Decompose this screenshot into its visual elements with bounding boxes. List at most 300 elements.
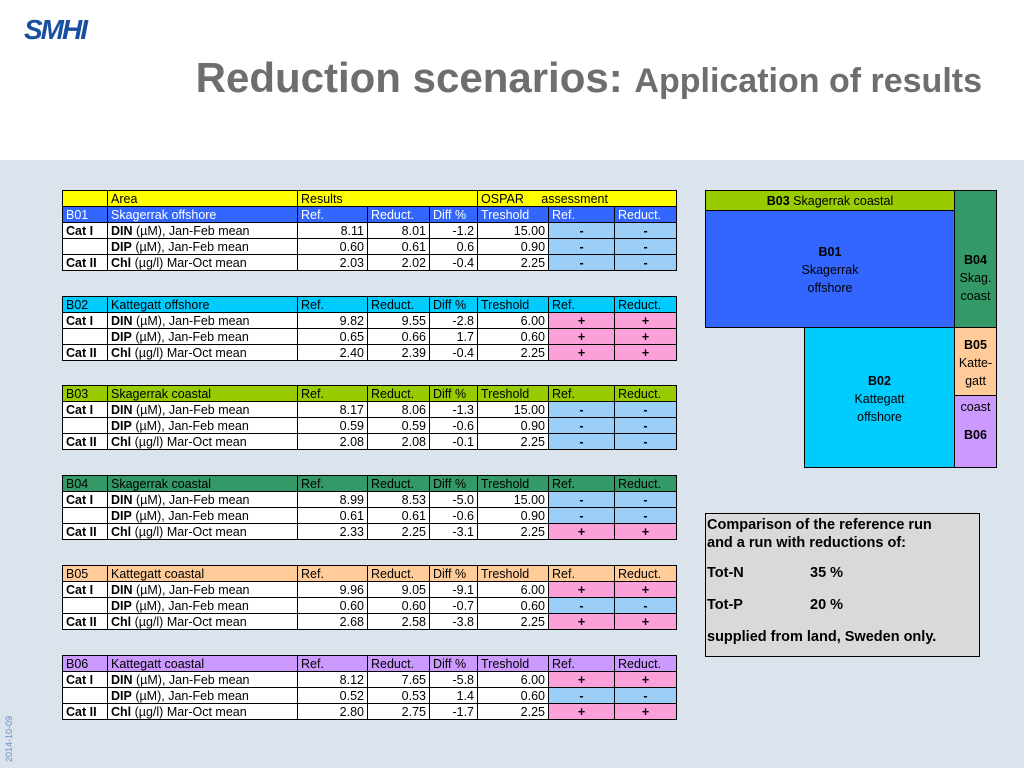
block-id: B06 [63, 656, 108, 672]
row-ospar-reduct: + [615, 313, 677, 329]
table-row [63, 492, 677, 508]
param-name: Chl [111, 345, 132, 360]
block-id: B05 [63, 566, 108, 582]
map-zone-b06 [954, 395, 997, 468]
row-ospar-reduct: - [615, 239, 677, 255]
row-treshold: 2.25 [478, 704, 549, 720]
block-header-row [63, 297, 677, 313]
row-parameter [108, 255, 298, 271]
map-b02-id: B02 [868, 374, 891, 388]
table-row [63, 508, 677, 524]
row-diff: -1.2 [430, 223, 478, 239]
row-diff: -1.3 [430, 402, 478, 418]
row-ospar-ref: + [549, 614, 615, 630]
row-diff: -0.4 [430, 255, 478, 271]
col-diff: Diff % [430, 656, 478, 672]
table-row [63, 598, 677, 614]
row-category: Cat II [63, 704, 108, 720]
row-ospar-ref: - [549, 402, 615, 418]
param-unit: (µM), Jan-Feb mean [131, 598, 249, 613]
row-ospar-reduct: - [615, 492, 677, 508]
row-parameter [108, 239, 298, 255]
col-diff: Diff % [430, 207, 478, 223]
col-reduct2: Reduct. [615, 207, 677, 223]
map-b04-line1: Skag. [959, 271, 992, 285]
table-b01 [62, 190, 677, 271]
param-name: DIP [111, 598, 132, 613]
col-reduct: Reduct. [368, 386, 430, 402]
table-row [63, 704, 677, 720]
row-diff: 0.6 [430, 239, 478, 255]
param-unit: (µM), Jan-Feb mean [131, 688, 249, 703]
block-header-row [63, 656, 677, 672]
row-ospar-ref: - [549, 508, 615, 524]
param-name: DIP [111, 418, 132, 433]
table-b04 [62, 475, 677, 540]
row-category: Cat I [63, 402, 108, 418]
row-diff: -0.4 [430, 345, 478, 361]
row-ref: 0.59 [298, 418, 368, 434]
row-ospar-ref: - [549, 418, 615, 434]
block-header-row [63, 207, 677, 223]
map-b02-line1: Kattegatt [854, 392, 905, 406]
row-reduct: 0.61 [368, 239, 430, 255]
row-ospar-reduct: + [615, 614, 677, 630]
row-category: Cat II [63, 255, 108, 271]
row-ref: 0.61 [298, 508, 368, 524]
row-ref: 0.65 [298, 329, 368, 345]
row-category [63, 598, 108, 614]
row-diff: 1.4 [430, 688, 478, 704]
col-reduct: Reduct. [368, 207, 430, 223]
row-treshold: 2.25 [478, 255, 549, 271]
param-name: Chl [111, 434, 132, 449]
row-parameter [108, 524, 298, 540]
row-reduct: 2.08 [368, 434, 430, 450]
row-parameter [108, 672, 298, 688]
param-unit: (µg/l) Mar-Oct mean [131, 614, 247, 629]
block-id: B01 [63, 207, 108, 223]
block-header-row [63, 476, 677, 492]
block-header-row [63, 386, 677, 402]
row-ospar-reduct: + [615, 704, 677, 720]
table-row [63, 688, 677, 704]
row-treshold: 6.00 [478, 313, 549, 329]
row-ref: 2.80 [298, 704, 368, 720]
row-ref: 0.60 [298, 598, 368, 614]
row-diff: -5.8 [430, 672, 478, 688]
col-treshold: Treshold [478, 297, 549, 313]
row-parameter [108, 704, 298, 720]
row-reduct: 8.06 [368, 402, 430, 418]
row-ospar-reduct: - [615, 223, 677, 239]
row-parameter [108, 418, 298, 434]
row-reduct: 9.55 [368, 313, 430, 329]
param-unit: (µg/l) Mar-Oct mean [131, 434, 247, 449]
row-treshold: 2.25 [478, 524, 549, 540]
row-treshold: 0.90 [478, 508, 549, 524]
row-treshold: 0.60 [478, 688, 549, 704]
row-treshold: 2.25 [478, 614, 549, 630]
col-reduct: Reduct. [368, 656, 430, 672]
row-ospar-ref: - [549, 239, 615, 255]
row-category [63, 688, 108, 704]
param-unit: (µg/l) Mar-Oct mean [131, 255, 247, 270]
param-unit: (µM), Jan-Feb mean [132, 582, 250, 597]
row-parameter [108, 614, 298, 630]
map-b01-line1: Skagerrak [801, 263, 859, 277]
top-header-row [63, 191, 677, 207]
row-reduct: 8.01 [368, 223, 430, 239]
param-unit: (µg/l) Mar-Oct mean [131, 704, 247, 719]
table-b02 [62, 296, 677, 361]
block-name: Kattegatt offshore [108, 297, 298, 313]
table-row [63, 672, 677, 688]
param-unit: (µg/l) Mar-Oct mean [131, 524, 247, 539]
row-parameter [108, 223, 298, 239]
row-ospar-ref: - [549, 598, 615, 614]
row-treshold: 15.00 [478, 492, 549, 508]
table-row [63, 402, 677, 418]
map-zone-b02 [804, 327, 955, 468]
smhi-logo: SMHI [24, 14, 86, 45]
row-ref: 9.82 [298, 313, 368, 329]
block-header-row [63, 566, 677, 582]
row-treshold: 2.25 [478, 345, 549, 361]
col-treshold: Treshold [478, 386, 549, 402]
totp-label: Tot-P [707, 597, 743, 613]
row-reduct: 0.59 [368, 418, 430, 434]
block-id: B04 [63, 476, 108, 492]
col-diff: Diff % [430, 476, 478, 492]
map-zone-b01 [705, 210, 955, 328]
param-name: DIN [111, 492, 133, 507]
table-row [63, 434, 677, 450]
row-ospar-ref: + [549, 704, 615, 720]
slide-date: 2014-10-09 [4, 715, 14, 762]
table-row [63, 239, 677, 255]
row-reduct: 0.60 [368, 598, 430, 614]
col-ref2: Ref. [549, 207, 615, 223]
table-b06 [62, 655, 677, 720]
map-b05-line2: gatt [965, 374, 986, 388]
comparison-line1: Comparison of the reference run [707, 517, 932, 533]
param-name: DIN [111, 402, 133, 417]
map-b03-id: B03 [766, 194, 790, 208]
row-ref: 2.03 [298, 255, 368, 271]
map-b04-id: B04 [964, 253, 987, 267]
block-name: Kattegatt coastal [108, 656, 298, 672]
top-header-ospar [478, 191, 677, 207]
row-reduct: 7.65 [368, 672, 430, 688]
row-treshold: 0.60 [478, 598, 549, 614]
col-reduct2: Reduct. [615, 297, 677, 313]
top-header-blank [63, 191, 108, 207]
table-row [63, 345, 677, 361]
row-reduct: 0.61 [368, 508, 430, 524]
param-unit: (µM), Jan-Feb mean [131, 418, 249, 433]
block-name: Kattegatt coastal [108, 566, 298, 582]
col-diff: Diff % [430, 297, 478, 313]
row-diff: -0.6 [430, 418, 478, 434]
row-diff: -0.7 [430, 598, 478, 614]
map-b02-line2: offshore [857, 410, 902, 424]
col-ref2: Ref. [549, 297, 615, 313]
totn-label: Tot-N [707, 565, 744, 581]
row-diff: -0.6 [430, 508, 478, 524]
row-diff: -2.8 [430, 313, 478, 329]
row-ospar-ref: + [549, 524, 615, 540]
col-ref: Ref. [298, 297, 368, 313]
col-ref2: Ref. [549, 656, 615, 672]
row-reduct: 2.75 [368, 704, 430, 720]
map-zone-b03 [705, 190, 955, 211]
row-reduct: 8.53 [368, 492, 430, 508]
basin-map [705, 190, 997, 468]
table-b03 [62, 385, 677, 450]
param-unit: (µM), Jan-Feb mean [131, 329, 249, 344]
row-diff: -0.1 [430, 434, 478, 450]
col-treshold: Treshold [478, 656, 549, 672]
row-ref: 8.17 [298, 402, 368, 418]
param-name: DIP [111, 239, 132, 254]
row-parameter [108, 508, 298, 524]
col-ref2: Ref. [549, 476, 615, 492]
row-category: Cat II [63, 524, 108, 540]
param-name: Chl [111, 255, 132, 270]
map-b06-id: B06 [964, 428, 987, 442]
param-name: DIN [111, 223, 133, 238]
row-ref: 0.60 [298, 239, 368, 255]
ospar-label: OSPAR [481, 191, 524, 206]
param-name: DIP [111, 688, 132, 703]
row-treshold: 2.25 [478, 434, 549, 450]
row-parameter [108, 688, 298, 704]
row-treshold: 15.00 [478, 223, 549, 239]
row-treshold: 0.90 [478, 239, 549, 255]
row-ospar-ref: - [549, 492, 615, 508]
comparison-box [705, 513, 980, 657]
col-ref: Ref. [298, 566, 368, 582]
col-diff: Diff % [430, 386, 478, 402]
totn-value: 35 % [810, 565, 844, 581]
row-ospar-reduct: - [615, 418, 677, 434]
col-reduct2: Reduct. [615, 656, 677, 672]
row-ospar-reduct: + [615, 345, 677, 361]
col-reduct2: Reduct. [615, 476, 677, 492]
row-category: Cat I [63, 223, 108, 239]
map-b01-id: B01 [818, 245, 842, 259]
row-ospar-reduct: + [615, 582, 677, 598]
row-ospar-ref: - [549, 255, 615, 271]
col-reduct2: Reduct. [615, 566, 677, 582]
row-category: Cat I [63, 492, 108, 508]
row-reduct: 0.53 [368, 688, 430, 704]
col-ref: Ref. [298, 207, 368, 223]
row-ospar-ref: + [549, 345, 615, 361]
row-parameter [108, 402, 298, 418]
row-diff: -1.7 [430, 704, 478, 720]
row-ospar-reduct: + [615, 524, 677, 540]
row-parameter [108, 582, 298, 598]
totp-value: 20 % [810, 597, 844, 613]
table-row [63, 524, 677, 540]
row-diff: 1.7 [430, 329, 478, 345]
title-main: Reduction scenarios: [195, 54, 623, 101]
param-name: DIN [111, 313, 133, 328]
row-category [63, 508, 108, 524]
row-ospar-reduct: - [615, 434, 677, 450]
row-reduct: 2.02 [368, 255, 430, 271]
param-unit: (µM), Jan-Feb mean [132, 402, 250, 417]
row-ref: 2.33 [298, 524, 368, 540]
row-category: Cat I [63, 313, 108, 329]
row-category [63, 239, 108, 255]
col-reduct2: Reduct. [615, 386, 677, 402]
top-header-area: Area [108, 191, 298, 207]
row-parameter [108, 598, 298, 614]
top-header-results: Results [298, 191, 478, 207]
row-diff: -3.1 [430, 524, 478, 540]
table-row [63, 313, 677, 329]
col-ref2: Ref. [549, 566, 615, 582]
table-b05 [62, 565, 677, 630]
param-unit: (µM), Jan-Feb mean [132, 672, 250, 687]
param-unit: (µM), Jan-Feb mean [131, 508, 249, 523]
row-parameter [108, 313, 298, 329]
map-b05-id: B05 [964, 338, 987, 352]
map-b01-line2: offshore [807, 281, 853, 295]
row-ospar-ref: - [549, 434, 615, 450]
row-ospar-reduct: - [615, 508, 677, 524]
param-unit: (µM), Jan-Feb mean [132, 313, 250, 328]
param-name: Chl [111, 704, 132, 719]
row-ref: 2.40 [298, 345, 368, 361]
param-unit: (µM), Jan-Feb mean [131, 239, 249, 254]
row-reduct: 9.05 [368, 582, 430, 598]
row-ref: 8.99 [298, 492, 368, 508]
table-row [63, 255, 677, 271]
map-b03-name: Skagerrak coastal [789, 194, 894, 208]
map-b04-line2: coast [960, 289, 991, 303]
col-reduct: Reduct. [368, 476, 430, 492]
row-reduct: 0.66 [368, 329, 430, 345]
row-ref: 8.11 [298, 223, 368, 239]
param-name: Chl [111, 614, 132, 629]
totp-row [707, 596, 979, 614]
row-ref: 8.12 [298, 672, 368, 688]
param-name: DIP [111, 508, 132, 523]
col-reduct: Reduct. [368, 297, 430, 313]
row-ref: 0.52 [298, 688, 368, 704]
row-diff: -5.0 [430, 492, 478, 508]
row-diff: -3.8 [430, 614, 478, 630]
row-treshold: 6.00 [478, 672, 549, 688]
row-parameter [108, 492, 298, 508]
row-treshold: 15.00 [478, 402, 549, 418]
row-category: Cat I [63, 582, 108, 598]
col-treshold: Treshold [478, 476, 549, 492]
row-category: Cat II [63, 345, 108, 361]
col-reduct: Reduct. [368, 566, 430, 582]
row-treshold: 6.00 [478, 582, 549, 598]
map-b05-line1: Katte- [958, 356, 993, 370]
col-ref: Ref. [298, 656, 368, 672]
row-ospar-reduct: + [615, 672, 677, 688]
param-name: DIP [111, 329, 132, 344]
map-zone-b05 [954, 327, 997, 396]
row-reduct: 2.25 [368, 524, 430, 540]
map-b06-coast: coast [960, 400, 991, 414]
table-row [63, 329, 677, 345]
col-treshold: Treshold [478, 207, 549, 223]
param-name: Chl [111, 524, 132, 539]
block-name: Skagerrak offshore [108, 207, 298, 223]
row-ospar-ref: - [549, 688, 615, 704]
col-ref: Ref. [298, 386, 368, 402]
col-ref: Ref. [298, 476, 368, 492]
title-sub: Application of results [634, 62, 982, 100]
table-row [63, 223, 677, 239]
row-parameter [108, 345, 298, 361]
page-title [0, 54, 982, 102]
row-category [63, 418, 108, 434]
col-diff: Diff % [430, 566, 478, 582]
param-unit: (µM), Jan-Feb mean [132, 223, 250, 238]
row-ospar-ref: + [549, 329, 615, 345]
comparison-line2: and a run with reductions of: [707, 535, 906, 551]
row-parameter [108, 329, 298, 345]
col-ref2: Ref. [549, 386, 615, 402]
row-ospar-reduct: - [615, 598, 677, 614]
row-category: Cat II [63, 614, 108, 630]
table-row [63, 582, 677, 598]
table-row [63, 418, 677, 434]
row-reduct: 2.58 [368, 614, 430, 630]
row-treshold: 0.90 [478, 418, 549, 434]
row-ospar-ref: - [549, 223, 615, 239]
row-ospar-reduct: - [615, 255, 677, 271]
assessment-label: assessment [541, 191, 608, 206]
row-ospar-reduct: - [615, 402, 677, 418]
row-reduct: 2.39 [368, 345, 430, 361]
param-name: DIN [111, 672, 133, 687]
param-unit: (µg/l) Mar-Oct mean [131, 345, 247, 360]
row-diff: -9.1 [430, 582, 478, 598]
row-treshold: 0.60 [478, 329, 549, 345]
map-zone-b04 [954, 190, 997, 328]
row-ospar-ref: + [549, 672, 615, 688]
row-ospar-reduct: + [615, 329, 677, 345]
row-ospar-ref: + [549, 313, 615, 329]
table-row [63, 614, 677, 630]
block-name: Skagerrak coastal [108, 386, 298, 402]
block-id: B02 [63, 297, 108, 313]
row-parameter [108, 434, 298, 450]
row-category: Cat II [63, 434, 108, 450]
block-name: Skagerrak coastal [108, 476, 298, 492]
param-unit: (µM), Jan-Feb mean [132, 492, 250, 507]
row-ospar-ref: + [549, 582, 615, 598]
row-category: Cat I [63, 672, 108, 688]
row-ref: 9.96 [298, 582, 368, 598]
block-id: B03 [63, 386, 108, 402]
row-ref: 2.68 [298, 614, 368, 630]
param-name: DIN [111, 582, 133, 597]
col-treshold: Treshold [478, 566, 549, 582]
row-ospar-reduct: - [615, 688, 677, 704]
totn-row [707, 564, 979, 582]
